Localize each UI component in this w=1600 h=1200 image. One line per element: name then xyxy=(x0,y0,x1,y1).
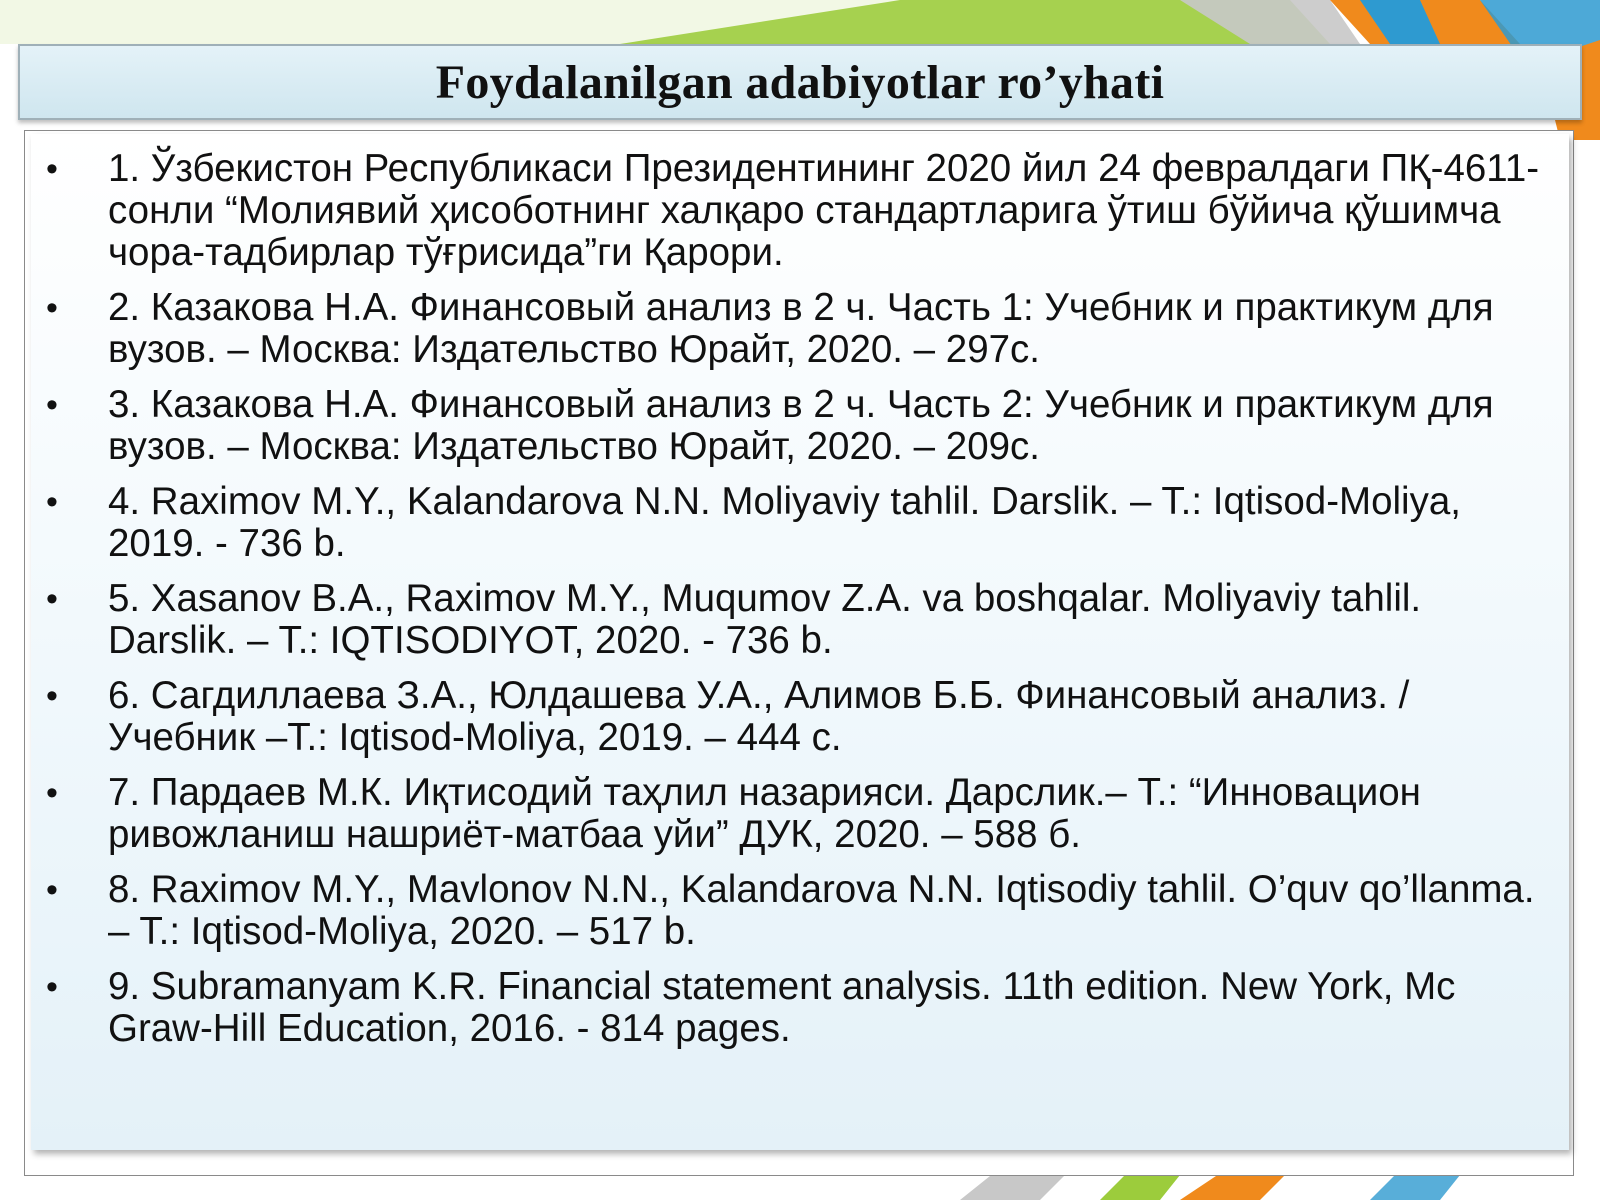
bullet-icon: • xyxy=(46,386,58,424)
reference-item xyxy=(40,772,1560,856)
reference-text: 2. Казакова Н.А. Финансовый анализ в 2 ч. Часть 1: Учебник и практикум для вузов. – Москва: Издательство Юрайт, 2020. – 297с. xyxy=(108,286,1494,371)
reference-item xyxy=(40,148,1560,274)
bullet-icon: • xyxy=(46,677,58,715)
bullet-icon: • xyxy=(46,289,58,327)
reference-item xyxy=(40,675,1560,759)
reference-item xyxy=(40,384,1560,468)
reference-item xyxy=(40,481,1560,565)
reference-text: 9. Subramanyam K.R. Financial statement analysis. 11th edition. New York, Mc Graw-Hill Education, 2016. - 814 pages. xyxy=(108,965,1456,1050)
reference-item xyxy=(40,869,1560,953)
bullet-icon: • xyxy=(46,483,58,521)
reference-text: 4. Raximov M.Y., Kalandarova N.N. Moliyaviy tahlil. Darslik. – T.: Iqtisod-Moliya, 2019. - 736 b. xyxy=(108,480,1461,565)
reference-text: 6. Сагдиллаева З.А., Юлдашева У.А., Алимов Б.Б. Финансовый анализ. / Учебник –Т.: Iqtisod-Moliya, 2019. – 444 с. xyxy=(108,674,1410,759)
reference-text: 7. Пардаев М.К. Иқтисодий таҳлил назарияси. Дарслик.– Т.: “Инновацион ривожланиш нашриёт-матбаа уйи” ДУК, 2020. – 588 б. xyxy=(108,771,1421,856)
bullet-icon: • xyxy=(46,774,58,812)
reference-text: 3. Казакова Н.А. Финансовый анализ в 2 ч. Часть 2: Учебник и практикум для вузов. – Москва: Издательство Юрайт, 2020. – 209с. xyxy=(108,383,1494,468)
bullet-icon: • xyxy=(46,871,58,909)
bullet-icon: • xyxy=(46,968,58,1006)
reference-item xyxy=(40,287,1560,371)
reference-item xyxy=(40,578,1560,662)
reference-text: 8. Raximov M.Y., Mavlonov N.N., Kalandarova N.N. Iqtisodiy tahlil. O’quv qo’llanma. – T.: Iqtisod-Moliya, 2020. – 517 b. xyxy=(108,868,1535,953)
bullet-icon: • xyxy=(46,580,58,618)
reference-text: 5. Xasanov B.A., Raximov M.Y., Muqumov Z.A. va boshqalar. Moliyaviy tahlil. Darslik. – T.: IQTISODIYOT, 2020. - 736 b. xyxy=(108,577,1422,662)
reference-item xyxy=(40,966,1560,1050)
references-list xyxy=(40,148,1560,1063)
reference-text: 1. Ўзбекистон Республикаси Президентининг 2020 йил 24 февралдаги ПҚ-4611-сонли “Молиявий ҳисоботнинг халқаро стандартларига ўтиш бўйича қўшимча чора-тадбирлар тўғрисида”ги Қарори. xyxy=(108,147,1540,274)
slide-title: Foydalanilgan adabiyotlar ro’yhati xyxy=(435,55,1165,109)
bullet-icon: • xyxy=(46,150,58,188)
title-bar xyxy=(18,44,1582,120)
